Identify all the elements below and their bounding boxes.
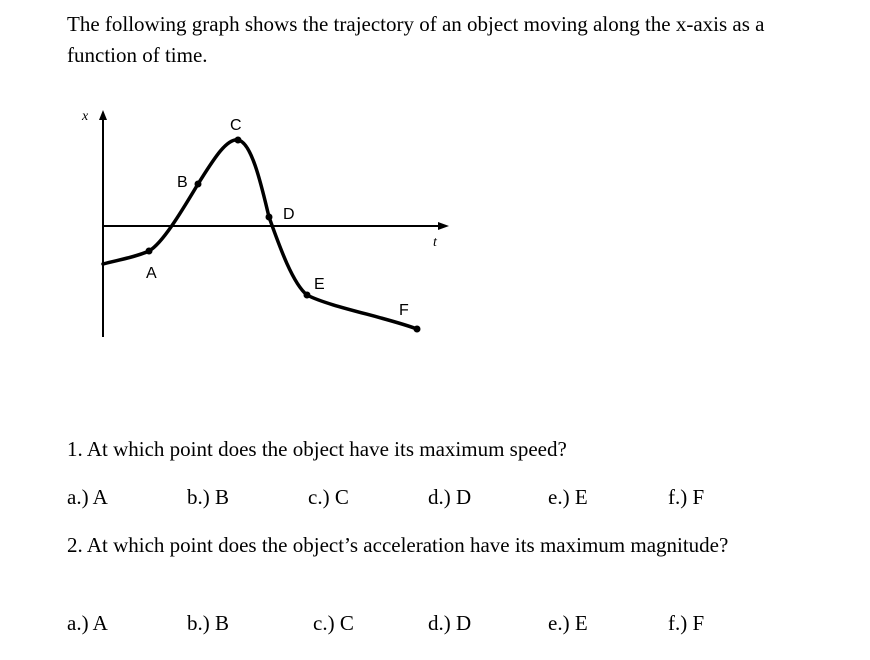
q1-option-f[interactable]: f.) F — [668, 485, 705, 509]
q1-option-b[interactable]: b.) B — [187, 485, 229, 509]
intro-text: The following graph shows the trajectory of an object moving along the x-axis as a function of time. — [67, 12, 765, 67]
q2-option-e[interactable]: e.) E — [548, 611, 588, 635]
point-b-label: B — [177, 174, 188, 191]
q2-option-c[interactable]: c.) C — [313, 611, 354, 635]
point-f-label: F — [399, 302, 409, 319]
x-axis-arrow — [99, 110, 107, 120]
q1-option-c[interactable]: c.) C — [308, 485, 349, 509]
point-d-label: D — [283, 206, 295, 223]
point-e-marker — [304, 292, 311, 299]
point-b-marker — [195, 181, 202, 188]
t-axis-arrow — [438, 222, 449, 230]
q2-option-a[interactable]: a.) A — [67, 611, 108, 635]
q2-option-b[interactable]: b.) B — [187, 611, 229, 635]
point-e-label: E — [314, 276, 325, 293]
question-2-text: 2. At which point does the object’s acceleration have its maximum magnitude? — [67, 533, 729, 557]
q1-option-a[interactable]: a.) A — [67, 485, 108, 509]
q2-option-f[interactable]: f.) F — [668, 611, 705, 635]
trajectory-curve — [103, 140, 417, 329]
q1-option-e[interactable]: e.) E — [548, 485, 588, 509]
x-axis-label: x — [82, 109, 89, 124]
point-d-marker — [266, 214, 273, 221]
point-c-label: C — [230, 117, 242, 134]
q2-option-d[interactable]: d.) D — [428, 611, 472, 635]
point-a-label: A — [146, 265, 157, 282]
question-1-text: 1. At which point does the object have its maximum speed? — [67, 437, 567, 461]
point-c-marker — [235, 137, 242, 144]
point-a-marker — [146, 248, 153, 255]
q1-option-d[interactable]: d.) D — [428, 485, 472, 509]
point-f-marker — [414, 326, 421, 333]
t-axis-label: t — [433, 235, 437, 250]
